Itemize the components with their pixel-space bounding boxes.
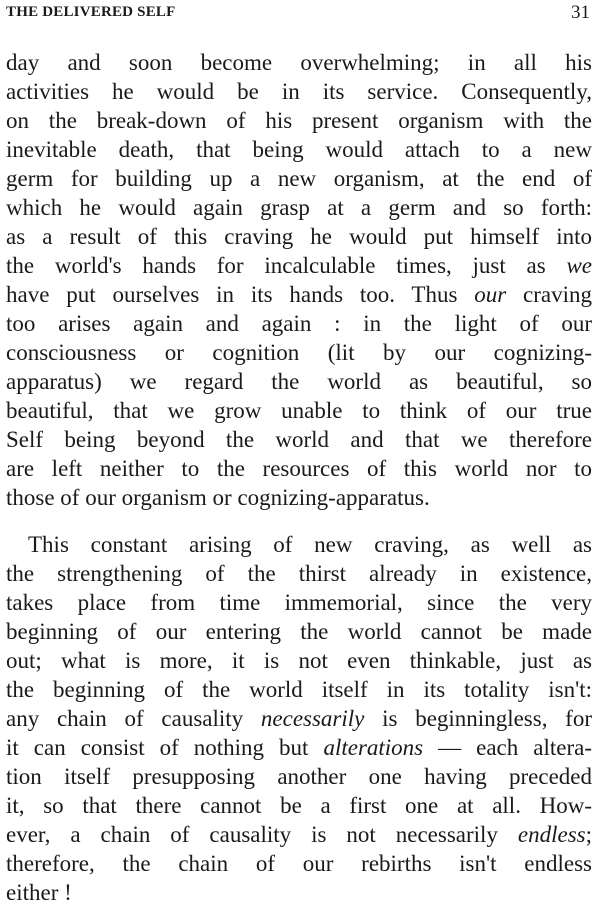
text-line xyxy=(6,251,592,280)
text-line xyxy=(6,338,592,367)
text-run: — each altera- xyxy=(423,735,592,760)
text-run: too arises again and again : in the light of our xyxy=(6,311,592,336)
text-run: the beginning of the world itself in its totality isn't: xyxy=(6,677,592,702)
text-line xyxy=(6,396,592,425)
text-run: out; what is more, it is not even thinkable, just as xyxy=(6,648,592,673)
text-line xyxy=(6,425,592,454)
text-line xyxy=(6,791,592,820)
text-run: the strengthening of the thirst already in existence, xyxy=(6,561,592,586)
text-line xyxy=(6,164,592,193)
text-line xyxy=(6,483,592,512)
text-run: as a result of this craving he would put himself into xyxy=(6,224,592,249)
text-run: ever, a chain of causality is not necessarily xyxy=(6,822,518,847)
text-run: activities he would be in its service. Consequently, xyxy=(6,79,592,104)
text-run: beautiful, that we grow unable to think of our true xyxy=(6,398,592,423)
page-number: 31 xyxy=(571,2,590,23)
text-line xyxy=(6,135,592,164)
text-line xyxy=(6,530,592,559)
text-line xyxy=(6,878,592,907)
text-line xyxy=(6,646,592,675)
text-run: inevitable death, that being would attach to a new xyxy=(6,137,592,162)
text-run: the world's hands for incalculable times, just as xyxy=(6,253,567,278)
text-run: it, so that there cannot be a first one at all. How- xyxy=(6,793,592,818)
text-line xyxy=(6,367,592,396)
text-line xyxy=(6,309,592,338)
text-line xyxy=(6,193,592,222)
text-line xyxy=(6,675,592,704)
text-run: it can consist of nothing but xyxy=(6,735,324,760)
italic-run: we xyxy=(566,253,592,278)
text-run: those of our organism or cognizing-apparatus. xyxy=(6,485,430,510)
text-line xyxy=(6,222,592,251)
text-line xyxy=(6,280,592,309)
italic-run: alterations xyxy=(323,735,424,760)
text-line xyxy=(6,762,592,791)
text-run: on the break-down of his present organism with the xyxy=(6,108,592,133)
text-line xyxy=(6,106,592,135)
text-line xyxy=(6,588,592,617)
text-run: is beginningless, for xyxy=(364,706,593,731)
text-run: germ for building up a new organism, at the end of xyxy=(6,166,592,191)
text-line xyxy=(6,849,592,878)
text-run: day and soon become overwhelming; in all his xyxy=(6,50,592,75)
text-line xyxy=(6,617,592,646)
italic-run: necessarily xyxy=(260,706,365,731)
text-run: This constant arising of new craving, as well as xyxy=(28,532,592,557)
text-line xyxy=(6,820,592,849)
text-run: craving xyxy=(506,282,592,307)
text-run: any chain of causality xyxy=(6,706,261,731)
running-head: THE DELIVERED SELF xyxy=(6,4,176,20)
text-line xyxy=(6,454,592,483)
text-run: have put ourselves in its hands too. Thus xyxy=(6,282,475,307)
text-run: are left neither to the resources of this world nor to xyxy=(6,456,592,481)
text-run: tion itself presupposing another one having preceded xyxy=(6,764,592,789)
text-run: which he would again grasp at a germ and so forth: xyxy=(6,195,592,220)
paragraph-2 xyxy=(6,530,592,907)
text-run: beginning of our entering the world cannot be made xyxy=(6,619,592,644)
text-run: either ! xyxy=(6,880,72,905)
italic-run: endless xyxy=(517,822,586,847)
text-line xyxy=(6,733,592,762)
text-run: Self being beyond the world and that we therefore xyxy=(6,427,592,452)
text-run: apparatus) we regard the world as beautiful, so xyxy=(6,369,592,394)
text-line xyxy=(6,77,592,106)
text-run: takes place from time immemorial, since the very xyxy=(6,590,592,615)
text-line xyxy=(6,704,592,733)
text-run: consciousness or cognition (lit by our cognizing- xyxy=(6,340,592,365)
italic-run: our xyxy=(474,282,507,307)
text-line xyxy=(6,48,592,77)
paragraph-1 xyxy=(6,48,592,512)
text-run: therefore, the chain of our rebirths isn't endless xyxy=(6,851,592,876)
text-run: ; xyxy=(585,822,592,847)
text-line xyxy=(6,559,592,588)
